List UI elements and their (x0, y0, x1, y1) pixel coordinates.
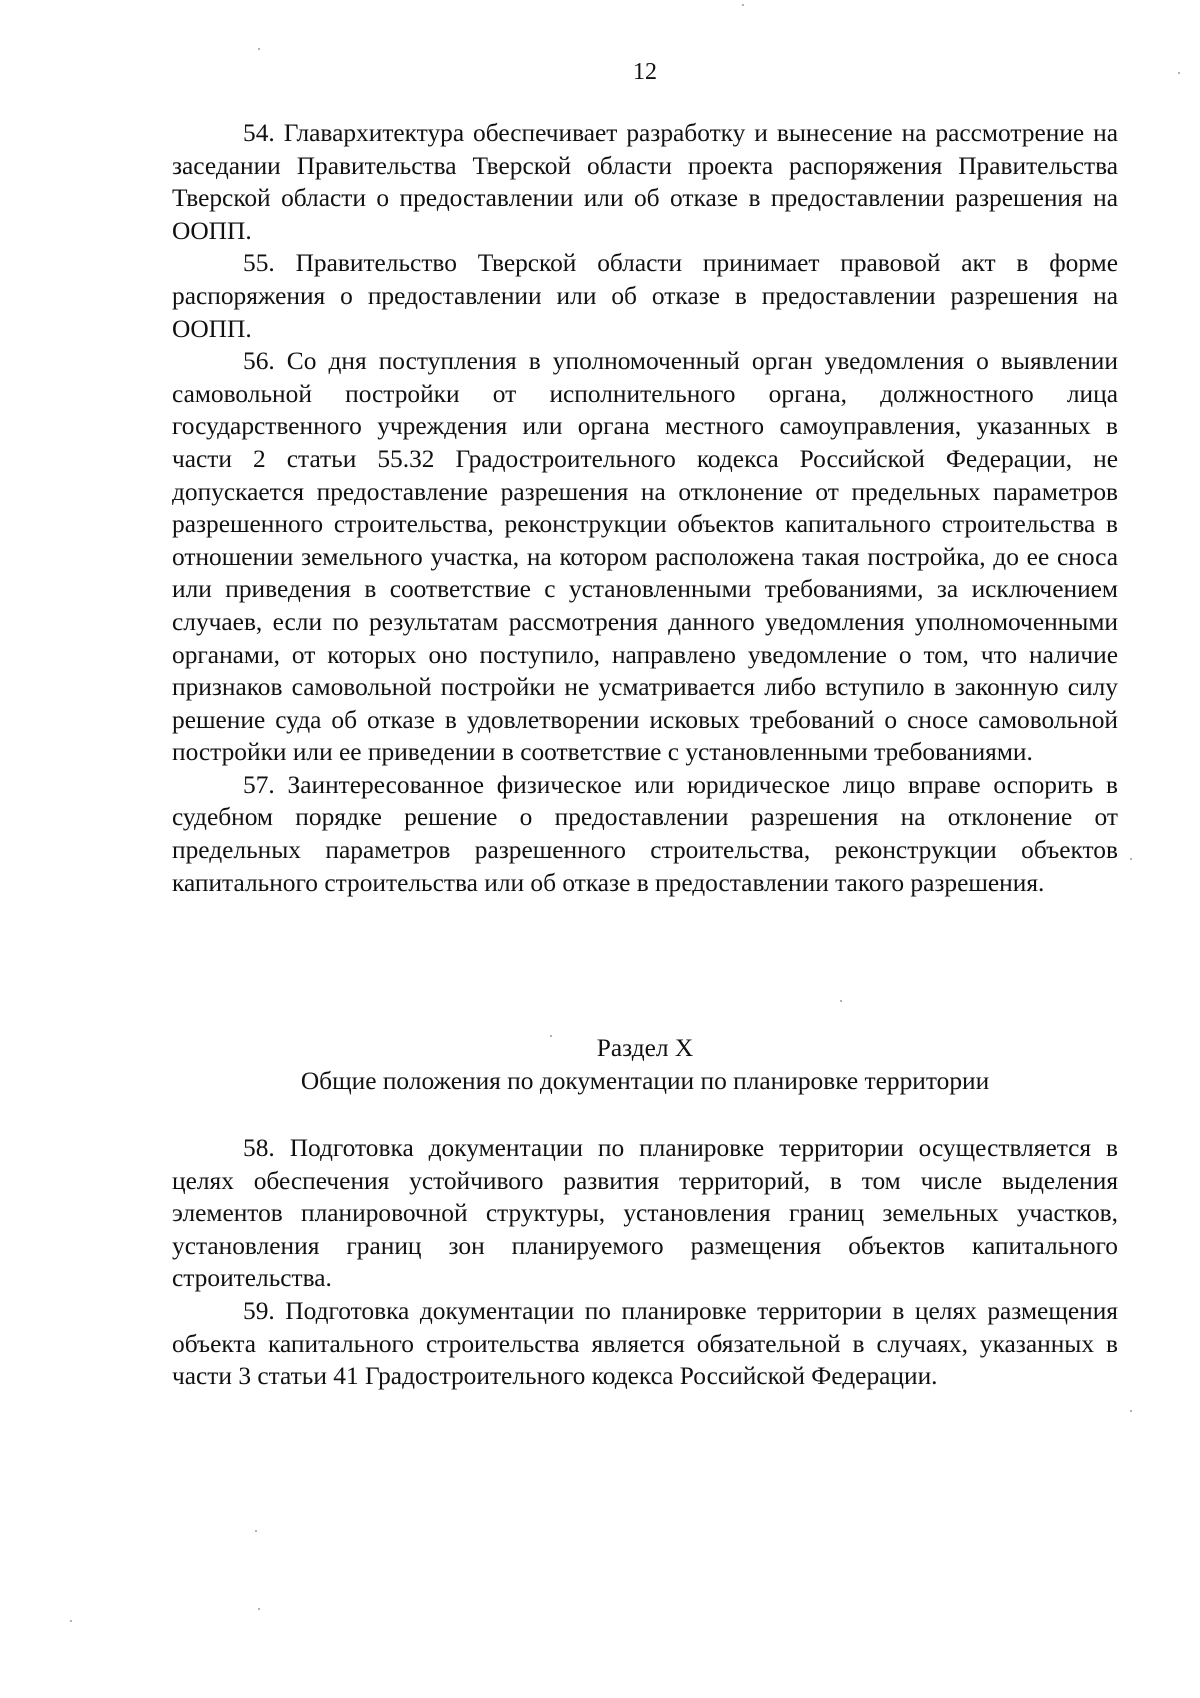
paragraph-text: Заинтересованное физическое или юридическое лицо вправе оспорить в судебном порядке решение о предоставлении разрешения на отклонение от предельных параметров разрешенного строительства, реконструкции объектов капитального строительства или об отказе в предоставлении такого разрешения. (172, 770, 1118, 897)
paragraph-59 (172, 1295, 1118, 1393)
paragraph-number: 59. (243, 1296, 275, 1325)
paragraph-number: 57. (243, 770, 275, 799)
scan-speck (255, 1530, 257, 1532)
scan-speck (258, 1608, 260, 1610)
paragraph-number: 56. (243, 347, 275, 376)
paragraph-number: 55. (243, 249, 275, 278)
paragraph-number: 54. (243, 119, 275, 147)
paragraph-text: Подготовка документации по планировке территории осуществляется в целях обеспечения устойчивого развития территорий, в том числе выделения элементов планировочной структуры, установления границ земельных участков, установления границ зон планируемого размещения объектов капитального строительства. (172, 1134, 1118, 1293)
section-title: Общие положения по документации по планировке территории (300, 1066, 990, 1095)
section-label: Раздел X (596, 1034, 694, 1062)
section-heading (172, 1032, 1118, 1097)
paragraph-54 (172, 117, 1118, 247)
scan-speck (840, 1000, 842, 1002)
scan-speck (258, 48, 260, 50)
paragraph-56 (172, 345, 1118, 769)
scan-speck (550, 1035, 552, 1037)
paragraphs-top (172, 117, 1118, 899)
scan-speck (1130, 1410, 1132, 1412)
paragraph-number: 58. (243, 1134, 275, 1162)
scan-speck (742, 4, 744, 6)
paragraph-55 (172, 247, 1118, 345)
paragraph-text: Главархитектура обеспечивает разработку и вынесение на рассмотрение на заседании Правительства Тверской области проекта распоряжения Правительства Тверской области о предоставлении или об отказе в предоставлении разрешения на ООПП. (172, 119, 1118, 245)
scan-speck (70, 1620, 72, 1622)
scan-speck (1130, 858, 1132, 860)
page-number: 12 (633, 59, 657, 85)
paragraph-58 (172, 1132, 1118, 1295)
scan-speck (1178, 72, 1180, 74)
paragraph-text: Подготовка документации по планировке территории в целях размещения объекта капитального строительства является обязательной в случаях, указанных в части 3 статьи 41 Градостроительного кодекса Российской Федерации. (172, 1296, 1118, 1391)
paragraphs-bottom (172, 1132, 1118, 1393)
paragraph-text: Со дня поступления в уполномоченный орган уведомления о выявлении самовольной постройки от исполнительного органа, должностного лица государственного учреждения или органа местного самоуправления, указанных в части 2 статьи 55.32 Градостроительного кодекса Российской Федерации, не допускается предоставление разрешения на отклонение от предельных параметров разрешенного строительства, реконструкции объектов капитального строительства в отношении земельного участка, на котором расположена такая постройка, до ее сноса или приведения в соответствие с установленными требованиями, за исключением случаев, если по результатам рассмотрения данного уведомления уполномоченными органами, от которых оно поступило, направлено уведомление о том, что наличие признаков самовольной постройки не усматривается либо вступило в законную силу решение суда об отказе в удовлетворении исковых требований о сносе самовольной постройки или ее приведении в соответствие с установленными требованиями. (172, 347, 1118, 767)
paragraph-57 (172, 769, 1118, 899)
paragraph-text: Правительство Тверской области принимает правовой акт в форме распоряжения о предоставлении или об отказе в предоставлении разрешения на ООПП. (172, 249, 1118, 343)
